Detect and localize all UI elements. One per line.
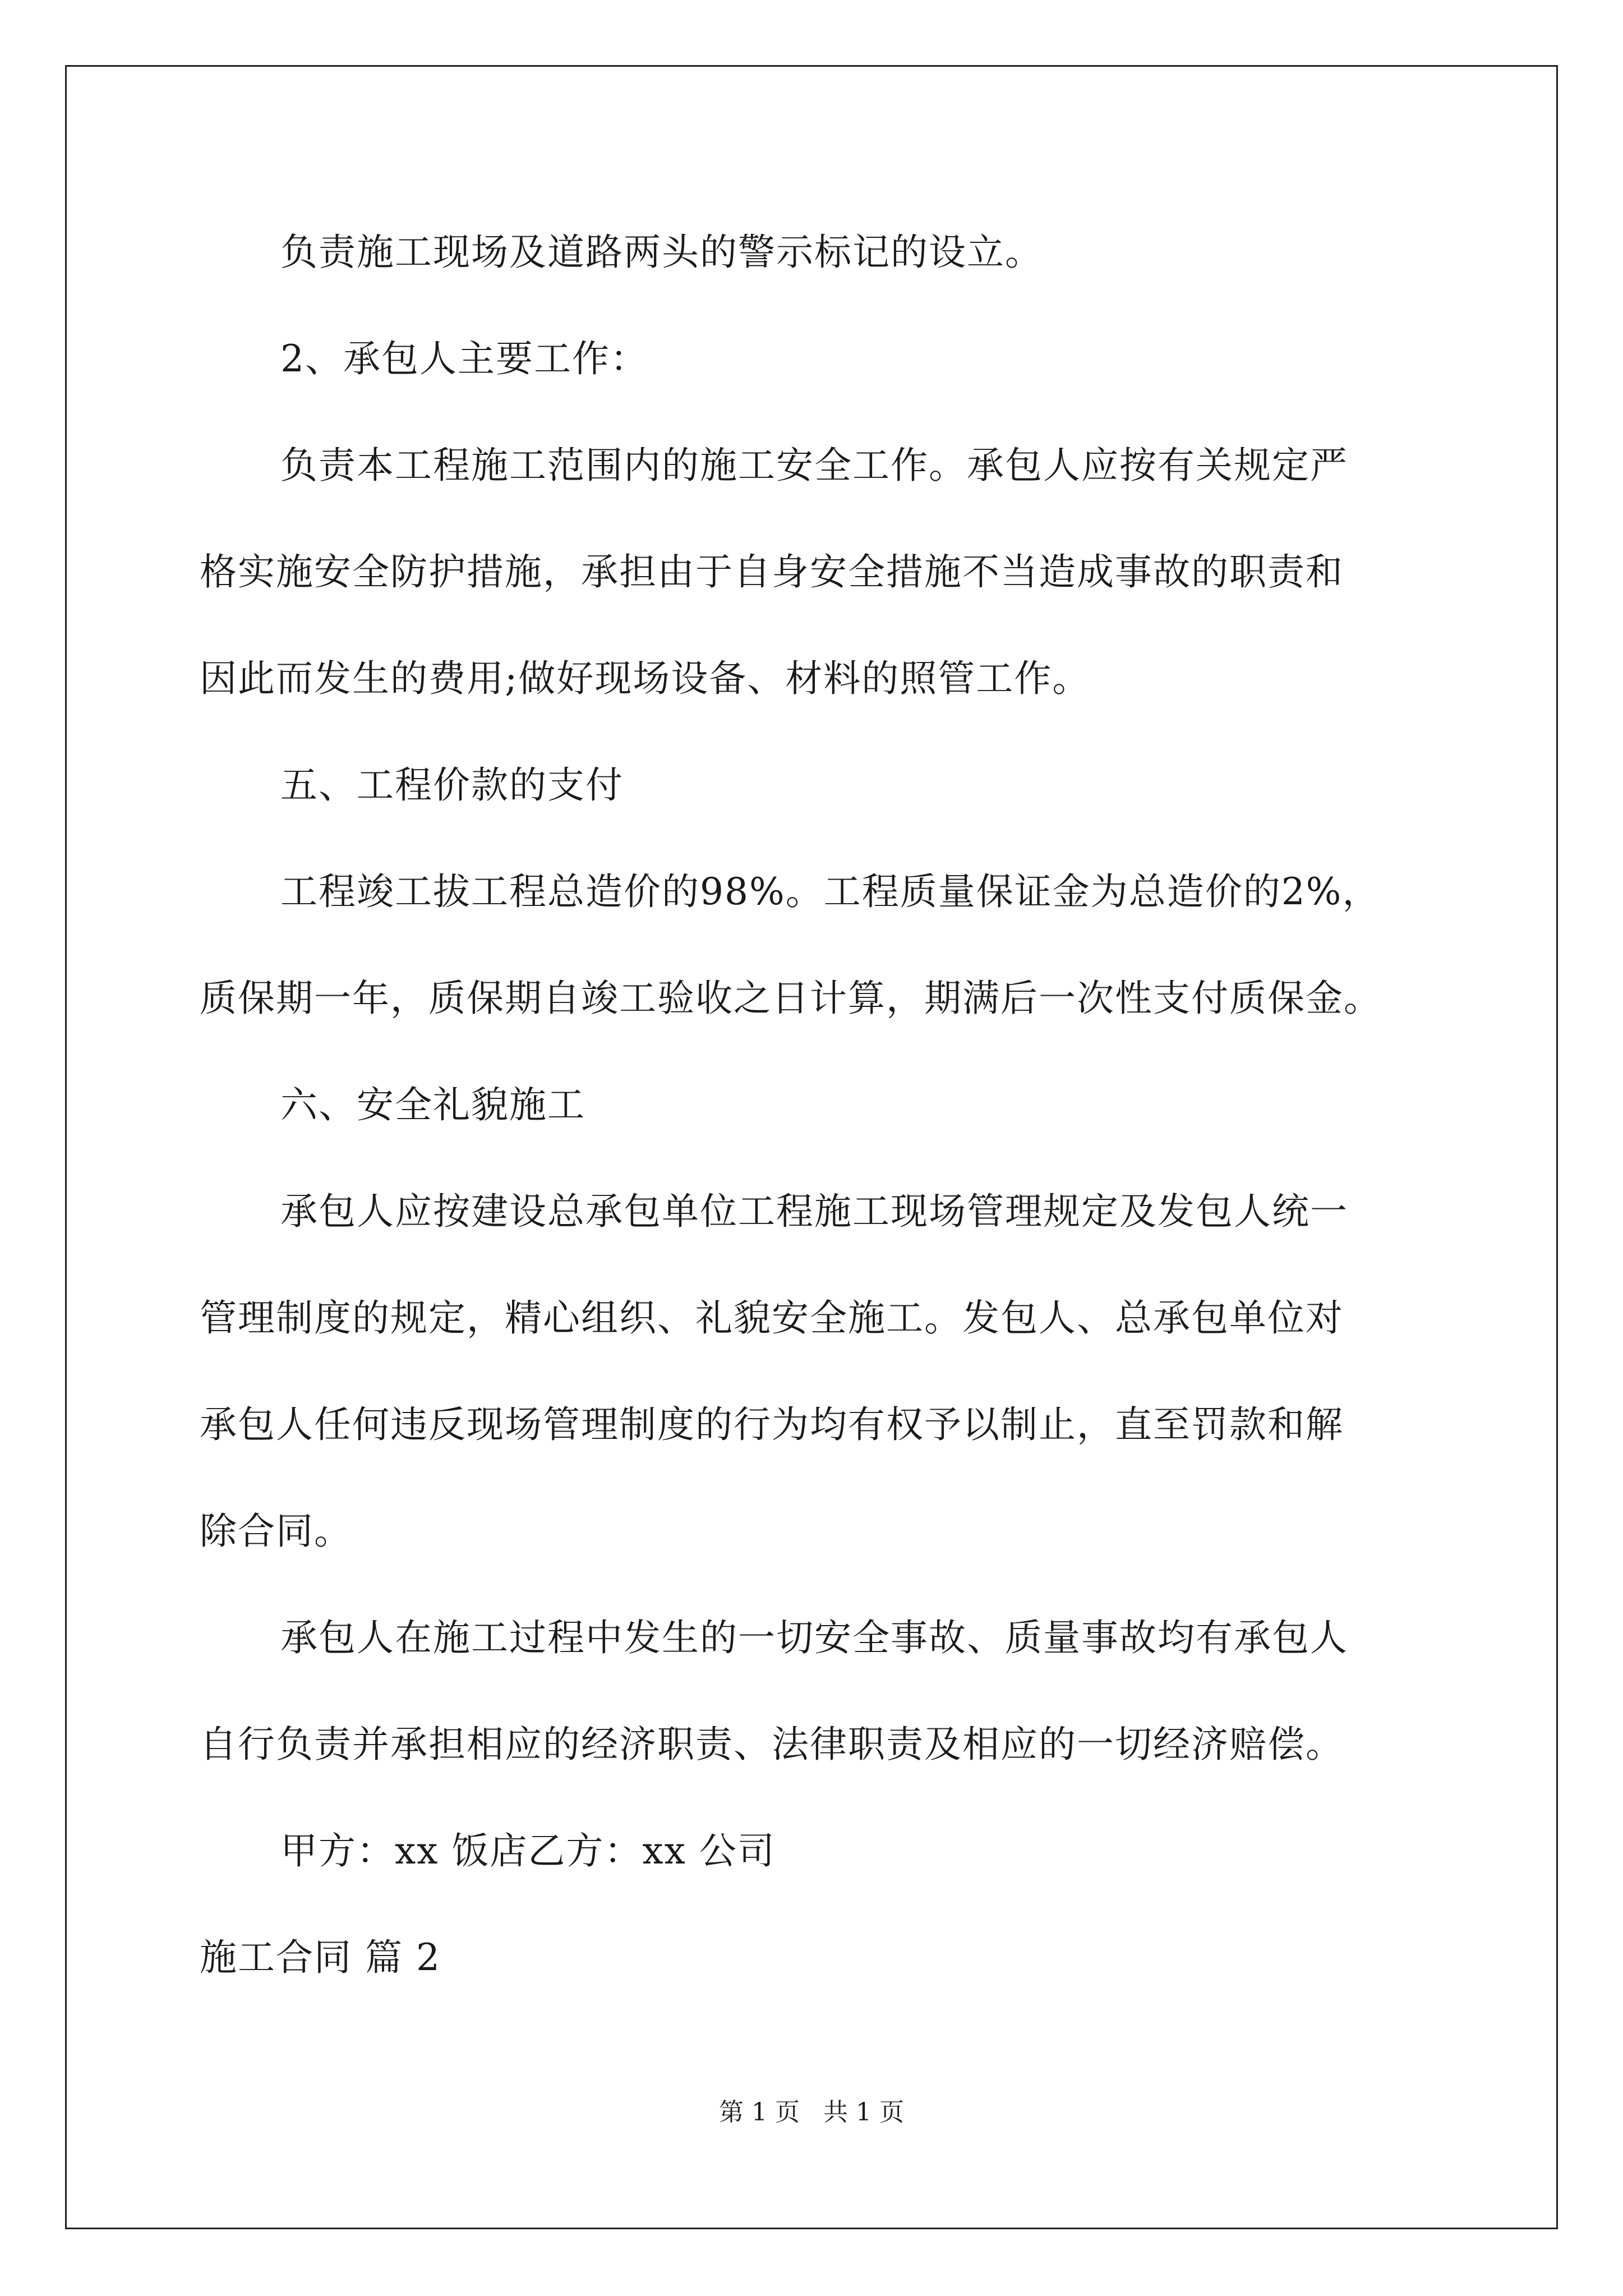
paragraph-line: 因此而发生的费用;做好现场设备、材料的照管工作。 — [200, 657, 1091, 700]
paragraph-line: 承包人应按建设总承包单位工程施工现场管理规定及发包人统一 — [280, 1190, 1348, 1233]
paragraph-line: 工程竣工拔工程总造价的98%。工程质量保证金为总造价的2%， — [280, 870, 1381, 913]
document-title: 施工合同 篇 2 — [200, 1936, 441, 1979]
paragraph-line: 承包人任何违反现场管理制度的行为均有权予以制止，直至罚款和解 — [200, 1403, 1344, 1446]
page-border — [65, 65, 1558, 2229]
paragraph-line: 负责本工程施工范围内的施工安全工作。承包人应按有关规定严 — [280, 444, 1348, 487]
paragraph-line: 负责施工现场及道路两头的警示标记的设立。 — [280, 231, 1043, 274]
section-heading: 2、承包人主要工作： — [280, 337, 648, 380]
section-heading: 五、工程价款的支付 — [280, 763, 624, 807]
section-heading: 六、安全礼貌施工 — [280, 1083, 585, 1126]
page-footer: 第 1 页 共 1 页 — [719, 2098, 904, 2127]
paragraph-line: 管理制度的规定，精心组织、礼貌安全施工。发包人、总承包单位对 — [200, 1296, 1344, 1340]
paragraph-line: 质保期一年，质保期自竣工验收之日计算，期满后一次性支付质保金。 — [200, 977, 1382, 1020]
paragraph-line: 承包人在施工过程中发生的一切安全事故、质量事故均有承包人 — [280, 1616, 1348, 1659]
paragraph-line: 除合同。 — [200, 1510, 352, 1553]
signature-line: 甲方：xx 饭店乙方：xx 公司 — [280, 1829, 776, 1872]
paragraph-line: 格实施安全防护措施，承担由于自身安全措施不当造成事故的职责和 — [200, 550, 1344, 593]
paragraph-line: 自行负责并承担相应的经济职责、法律职责及相应的一切经济赔偿。 — [200, 1723, 1344, 1766]
